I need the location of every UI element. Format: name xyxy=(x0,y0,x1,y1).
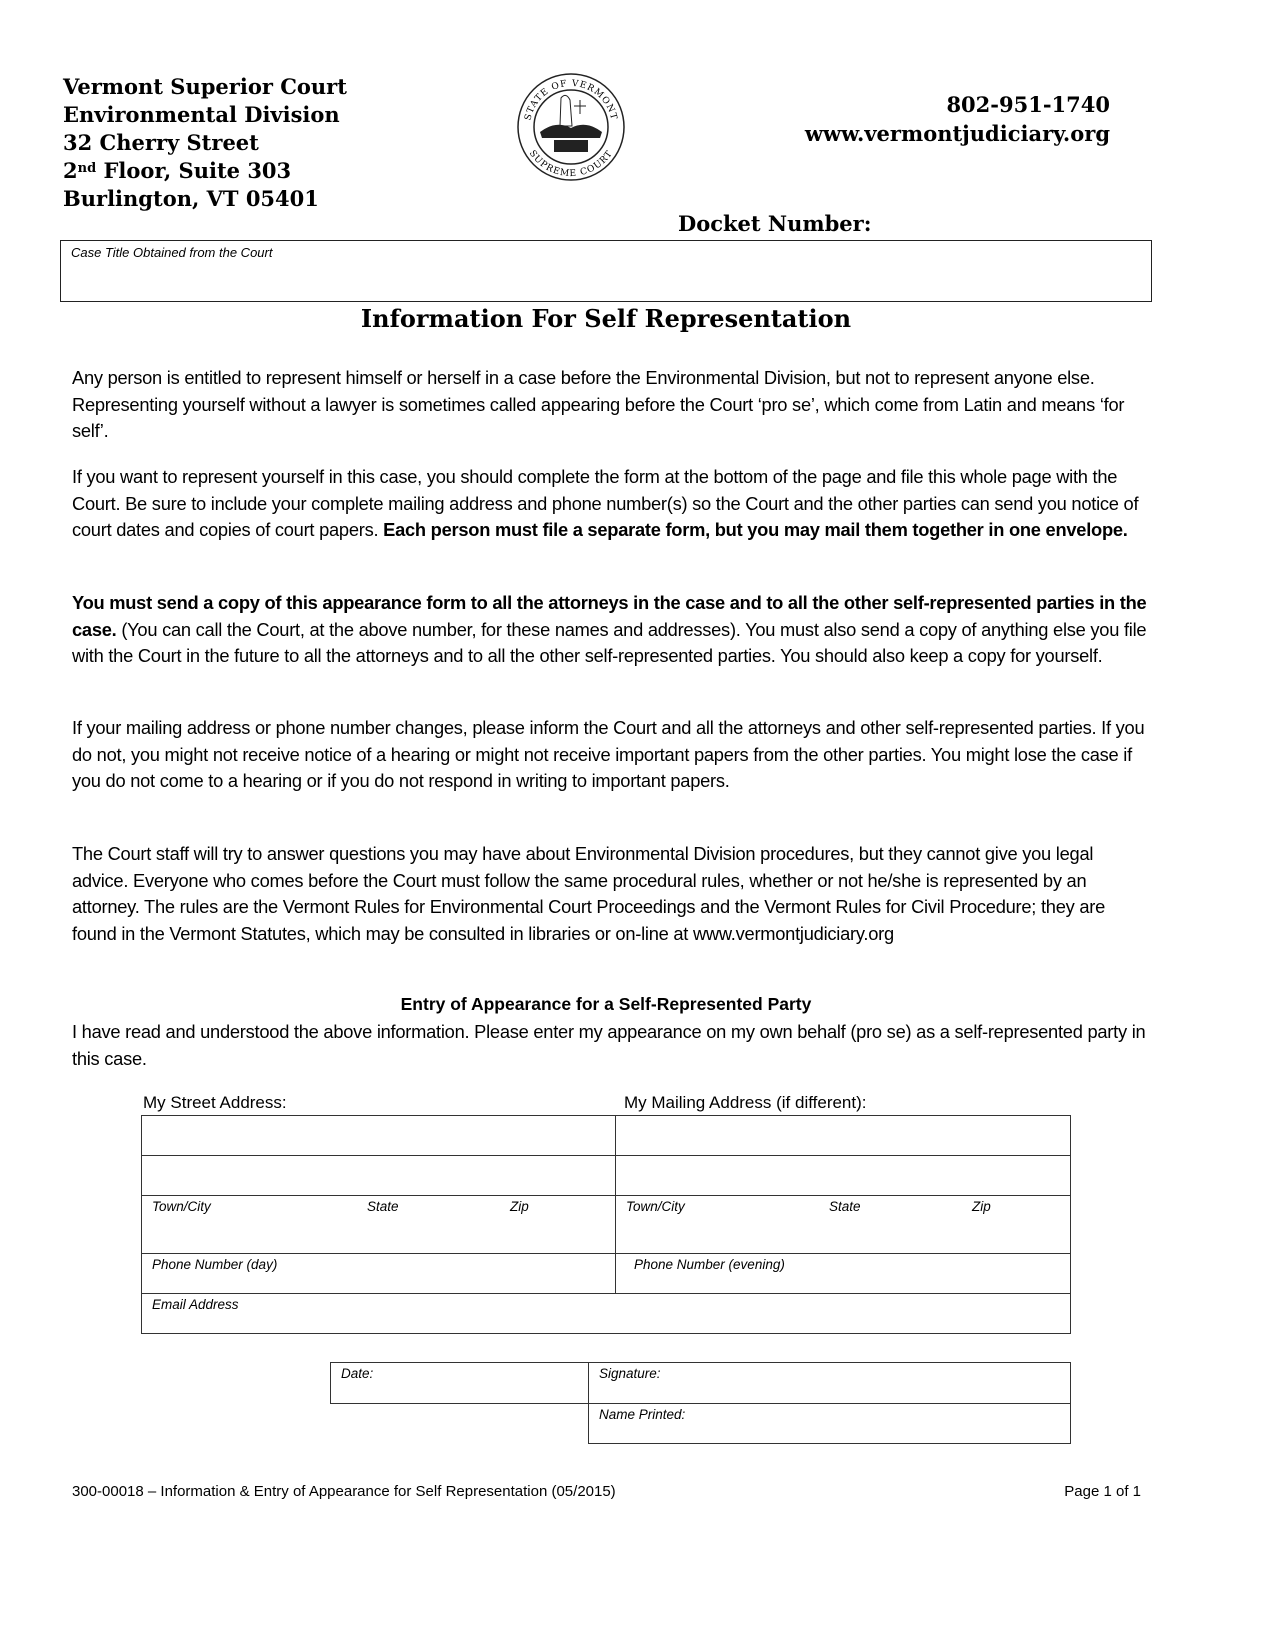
street-line: 32 Cherry Street xyxy=(63,130,259,155)
division-name: Environmental Division xyxy=(63,102,340,127)
phone-day-field[interactable]: Phone Number (day) xyxy=(142,1254,616,1294)
mailing-address-line-2[interactable] xyxy=(616,1156,1071,1196)
entry-heading: Entry of Appearance for a Self-Represented Party xyxy=(400,994,812,1014)
website-link[interactable]: www.vermontjudiciary.org xyxy=(804,121,1110,146)
date-field[interactable]: Date: xyxy=(331,1363,589,1404)
state-seal-icon xyxy=(516,72,626,182)
phone-number: 802-951-1740 xyxy=(946,92,1110,117)
floor-line: 2nd Floor, Suite 303 xyxy=(63,158,292,183)
mailing-address-label: My Mailing Address (if different): xyxy=(624,1093,867,1112)
page-number: Page 1 of 1 xyxy=(1064,1483,1141,1500)
case-title-label: Case Title Obtained from the Court xyxy=(71,245,273,260)
street-town-state-zip[interactable]: Town/City State Zip xyxy=(142,1196,616,1254)
mailing-address-line-1[interactable] xyxy=(616,1116,1071,1156)
court-name: Vermont Superior Court xyxy=(63,74,347,99)
court-address xyxy=(63,73,347,213)
mailing-town-state-zip[interactable]: Town/City State Zip xyxy=(616,1196,1071,1254)
name-printed-field[interactable]: Name Printed: xyxy=(589,1404,1071,1444)
seal-top-text: STATE OF VERMONT xyxy=(523,78,619,122)
address-table xyxy=(141,1115,1071,1334)
seal-bottom-text: SUPREME COURT xyxy=(526,148,616,180)
entry-text: I have read and understood the above information. Please enter my appearance on my own behalf (pro se) as a self-represented party in this case. xyxy=(72,1021,1146,1069)
court-contact xyxy=(805,90,1110,148)
email-field[interactable]: Email Address xyxy=(142,1294,1071,1334)
paragraph-1: Any person is entitled to represent himself or herself in a case before the Environmental Division, but not to represent anyone else. Representing yourself without a lawyer is sometimes called appearing before the Court ‘pro se’, which come from Latin and means ‘for self’. xyxy=(72,367,1125,441)
paragraph-5: The Court staff will try to answer questions you may have about Environmental Division procedures, but they cannot give you legal advice. Everyone who comes before the Court must follow the same procedural rules, whether or not he/she is represented by an attorney. The rules are the Vermont Rules for Environmental Court Proceedings and the Vermont Rules for Civil Procedure; they are found in the Vermont Statutes, which may be consulted in libraries or on-line at www.vermontjudiciary.org xyxy=(72,843,1105,944)
docket-number-label: Docket Number: xyxy=(678,211,872,236)
signature-table xyxy=(330,1362,1071,1444)
page-title: Information For Self Representation xyxy=(360,304,852,333)
form-id: 300-00018 – Information & Entry of Appearance for Self Representation (05/2015) xyxy=(72,1483,616,1500)
case-title-field[interactable] xyxy=(60,240,1152,302)
street-address-line-2[interactable] xyxy=(142,1156,616,1196)
paragraph-2: If you want to represent yourself in this case, you should complete the form at the bottom of the page and file this whole page with the Court. Be sure to include your complete mailing address and phone number(s) so the Court and the other parties can send you notice of court dates and copies of court papers. Each person must file a separate form, but you may mail them together in one envelope. xyxy=(72,466,1139,540)
phone-evening-field[interactable]: Phone Number (evening) xyxy=(616,1254,1071,1294)
paragraph-3: You must send a copy of this appearance form to all the attorneys in the case and to all the other self-represented parties in the case. (You can call the Court, at the above number, for these names and addresses). You must also send a copy of anything else you file with the Court in the future to all the attorneys and to all the other self-represented parties. You should also keep a copy for yourself. xyxy=(72,592,1147,666)
city-line: Burlington, VT 05401 xyxy=(63,186,319,211)
street-address-line-1[interactable] xyxy=(142,1116,616,1156)
street-address-label: My Street Address: xyxy=(143,1093,287,1112)
signature-field[interactable]: Signature: xyxy=(589,1363,1071,1404)
paragraph-4: If your mailing address or phone number changes, please inform the Court and all the attorneys and other self-represented parties. If you do not, you might not receive notice of a hearing or might not receive important papers from the other parties. You might lose the case if you do not come to a hearing or if you do not respond in writing to important papers. xyxy=(72,717,1145,791)
